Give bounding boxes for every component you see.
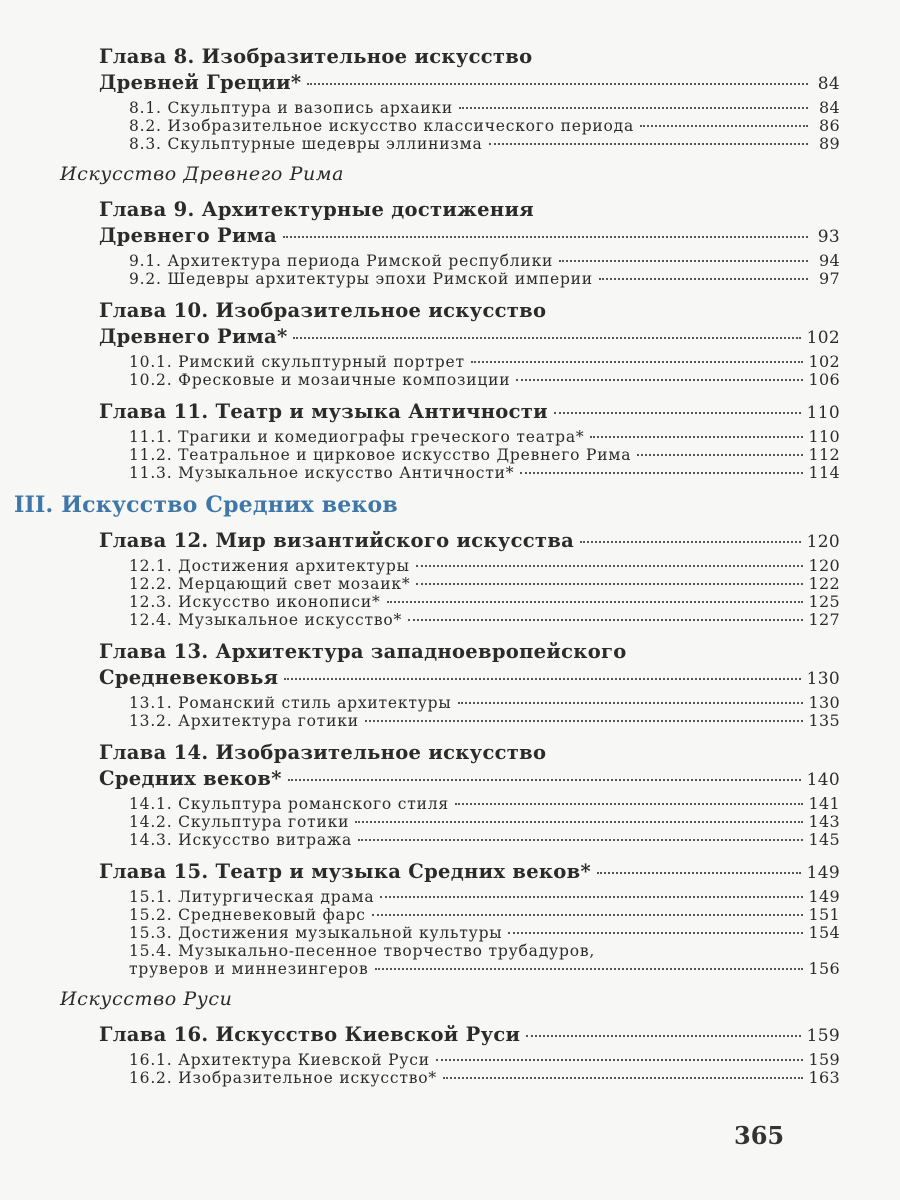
subsection — [129, 135, 840, 153]
subsection-label: 9.2. Шедевры архитектуры эпохи Римской империи — [129, 270, 593, 288]
subsection-label: 16.1. Архитектура Киевской Руси — [129, 1051, 430, 1069]
chapter-title — [99, 1022, 840, 1049]
subsection — [129, 813, 840, 831]
section-heading: Искусство Древнего Рима — [60, 163, 345, 185]
subsection — [129, 428, 840, 446]
subsection-page: 163 — [808, 1068, 840, 1087]
subsection-page: 112 — [808, 445, 840, 464]
dot-leader — [365, 720, 803, 722]
subsection-page: 143 — [808, 812, 840, 831]
subsection — [129, 924, 840, 942]
chapter-entry — [99, 740, 840, 849]
chapter-title: Глава 10. Изобразительное искусство — [99, 299, 547, 322]
subsection-list — [129, 252, 840, 288]
chapter-title-label: Глава 11. Театр и музыка Античности — [99, 400, 548, 423]
subsection-label: 12.4. Музыкальное искусство* — [129, 611, 403, 629]
subsection-label: 10.1. Римский скульптурный портрет — [129, 353, 465, 371]
chapter-title-cont — [99, 766, 840, 793]
dot-leader — [516, 379, 802, 381]
subsection-label: 8.2. Изобразительное искусство классического периода — [129, 117, 635, 135]
subsection-page: 149 — [808, 887, 840, 906]
chapter-title-cont-label: Средневековья — [99, 666, 279, 689]
subsection-label: 14.1. Скульптура романского стиля — [129, 795, 450, 813]
chapter-title — [99, 859, 840, 886]
subsection — [129, 252, 840, 270]
subsection-list — [129, 694, 840, 730]
dot-leader — [597, 872, 801, 874]
dot-leader — [416, 583, 802, 585]
subsection — [129, 906, 840, 924]
chapter-entry — [99, 1022, 840, 1087]
subsection — [129, 557, 840, 575]
dot-leader — [471, 361, 803, 363]
chapter-entry — [99, 44, 840, 153]
subsection-label: 15.2. Средневековый фарс — [129, 906, 366, 924]
subsection-list — [129, 888, 840, 978]
dot-leader — [443, 1077, 803, 1079]
subsection-page: 151 — [808, 905, 840, 924]
subsection — [129, 831, 840, 849]
chapter-title-page: 120 — [806, 532, 840, 552]
subsection-label: 16.2. Изобразительное искусство* — [129, 1069, 437, 1087]
dot-leader — [380, 896, 802, 898]
chapter-title-page: 159 — [806, 1026, 840, 1046]
dot-leader — [640, 125, 808, 127]
dot-leader — [358, 839, 803, 841]
chapter-title-cont-page: 102 — [806, 328, 840, 348]
subsection-page: 114 — [808, 463, 840, 482]
subsection — [129, 1069, 840, 1087]
part-title: III. Искусство Средних веков — [14, 492, 398, 518]
subsection-page: 159 — [808, 1050, 840, 1069]
dot-leader — [293, 337, 800, 339]
dot-leader — [526, 1035, 800, 1037]
subsection-label: 11.2. Театральное и цирковое искусство Древнего Рима — [129, 446, 632, 464]
dot-leader — [459, 107, 808, 109]
subsection-label: 14.2. Скульптура готики — [129, 813, 350, 831]
dot-leader — [580, 541, 801, 543]
subsection — [129, 888, 840, 906]
chapter-entry — [99, 859, 840, 978]
chapter-title-cont — [99, 70, 840, 97]
dot-leader — [554, 412, 801, 414]
subsection-page: 154 — [808, 923, 840, 942]
dot-leader — [387, 601, 803, 603]
chapter-title-cont-label: Древней Греции* — [99, 71, 302, 94]
dot-leader — [284, 678, 800, 680]
subsection-label: 8.3. Скульптурные шедевры эллинизма — [129, 135, 483, 153]
subsection-label: 15.1. Литургическая драма — [129, 888, 375, 906]
section-heading: Искусство Руси — [60, 988, 233, 1010]
subsection-page: 84 — [819, 98, 840, 117]
subsection — [129, 575, 840, 593]
dot-leader — [590, 436, 802, 438]
subsection-list — [129, 428, 840, 482]
subsection — [129, 694, 840, 712]
subsection-label: 10.2. Фресковые и мозаичные композиции — [129, 371, 511, 389]
chapter-title: Глава 14. Изобразительное искусство — [99, 741, 547, 764]
subsection — [129, 99, 840, 117]
dot-leader — [559, 260, 808, 262]
subsection — [129, 117, 840, 135]
subsection — [129, 611, 840, 629]
dot-leader — [307, 83, 808, 85]
chapter-title-cont-page: 130 — [806, 669, 840, 689]
chapter-title: Глава 9. Архитектурные достижения — [99, 198, 534, 221]
dot-leader — [283, 236, 808, 238]
dot-leader — [508, 932, 802, 934]
subsection — [129, 593, 840, 611]
chapter-title-label: Глава 15. Театр и музыка Средних веков* — [99, 860, 591, 883]
chapter-title-cont-page: 93 — [817, 227, 840, 247]
subsection-page: 122 — [808, 574, 840, 593]
subsection-list — [129, 795, 840, 849]
subsection — [129, 795, 840, 813]
page-number: 365 — [734, 1121, 785, 1150]
subsection-page: 94 — [819, 251, 840, 270]
subsection — [129, 353, 840, 371]
dot-leader — [520, 472, 802, 474]
subsection-label: 9.1. Архитектура периода Римской республики — [129, 252, 554, 270]
subsection-page: 135 — [808, 711, 840, 730]
subsection-label: 13.2. Архитектура готики — [129, 712, 359, 730]
chapter-entry — [99, 298, 840, 389]
chapter-title-label: Глава 16. Искусство Киевской Руси — [99, 1023, 521, 1046]
chapter-entry — [99, 399, 840, 482]
subsection-page: 120 — [808, 556, 840, 575]
subsection-page: 89 — [819, 134, 840, 153]
chapter-title: Глава 8. Изобразительное искусство — [99, 45, 533, 68]
chapter-title: Глава 13. Архитектура западноевропейского — [99, 640, 627, 663]
subsection-page: 86 — [819, 116, 840, 135]
subsection-list — [129, 557, 840, 629]
subsection-label: 12.2. Мерцающий свет мозаик* — [129, 575, 411, 593]
subsection-page: 141 — [808, 794, 840, 813]
subsection-page: 145 — [808, 830, 840, 849]
chapter-title-cont-page: 84 — [817, 74, 840, 94]
dot-leader — [436, 1059, 803, 1061]
subsection-label: 12.3. Искусство иконописи* — [129, 593, 381, 611]
chapter-title-page: 149 — [806, 863, 840, 883]
dot-leader — [489, 143, 809, 145]
chapter-title-cont-page: 140 — [806, 770, 840, 790]
subsection-page: 110 — [808, 427, 840, 446]
subsection — [129, 371, 840, 389]
subsection-page: 125 — [808, 592, 840, 611]
subsection-label: 8.1. Скульптура и вазопись архаики — [129, 99, 453, 117]
chapter-title-cont — [99, 665, 840, 692]
chapter-entry — [99, 639, 840, 730]
subsection — [129, 464, 840, 482]
subsection-label: 11.1. Трагики и комедиографы греческого театра* — [129, 428, 585, 446]
subsection-label: 15.4. Музыкально-песенное творчество трубадуров, — [129, 942, 596, 960]
subsection-list — [129, 1051, 840, 1087]
table-of-contents — [0, 44, 900, 1097]
subsection-list — [129, 99, 840, 153]
dot-leader — [599, 278, 808, 280]
dot-leader — [455, 803, 803, 805]
subsection-label: 15.3. Достижения музыкальной культуры — [129, 924, 503, 942]
dot-leader — [288, 779, 801, 781]
subsection-page: 130 — [808, 693, 840, 712]
subsection-page: 127 — [808, 610, 840, 629]
chapter-title-cont — [99, 324, 840, 351]
subsection-label: 14.3. Искусство витража — [129, 831, 352, 849]
subsection-label: 12.1. Достижения архитектуры — [129, 557, 410, 575]
dot-leader — [408, 619, 802, 621]
chapter-entry — [99, 528, 840, 629]
subsection — [129, 1051, 840, 1069]
subsection-page: 106 — [808, 370, 840, 389]
dot-leader — [375, 968, 803, 970]
chapter-title-page: 110 — [806, 403, 840, 423]
subsection — [129, 712, 840, 730]
chapter-title — [99, 528, 840, 555]
dot-leader — [458, 702, 803, 704]
subsection-label: труверов и миннезингеров — [129, 960, 369, 978]
chapter-entry — [99, 197, 840, 288]
dot-leader — [416, 565, 803, 567]
dot-leader — [637, 454, 802, 456]
subsection — [129, 960, 840, 978]
subsection — [129, 270, 840, 288]
chapter-title-cont-label: Древнего Рима* — [99, 325, 288, 348]
subsection-page: 97 — [819, 269, 840, 288]
subsection-page: 102 — [808, 352, 840, 371]
subsection — [129, 446, 840, 464]
chapter-title-cont-label: Древнего Рима — [99, 224, 277, 247]
subsection-list — [129, 353, 840, 389]
chapter-title-label: Глава 12. Мир византийского искусства — [99, 529, 575, 552]
chapter-title-cont — [99, 223, 840, 250]
chapter-title — [99, 399, 840, 426]
subsection-page: 156 — [808, 959, 840, 978]
chapter-title-cont-label: Средних веков* — [99, 767, 282, 790]
subsection-label: 11.3. Музыкальное искусство Античности* — [129, 464, 515, 482]
subsection-label: 13.1. Романский стиль архитектуры — [129, 694, 452, 712]
dot-leader — [372, 914, 803, 916]
dot-leader — [355, 821, 802, 823]
